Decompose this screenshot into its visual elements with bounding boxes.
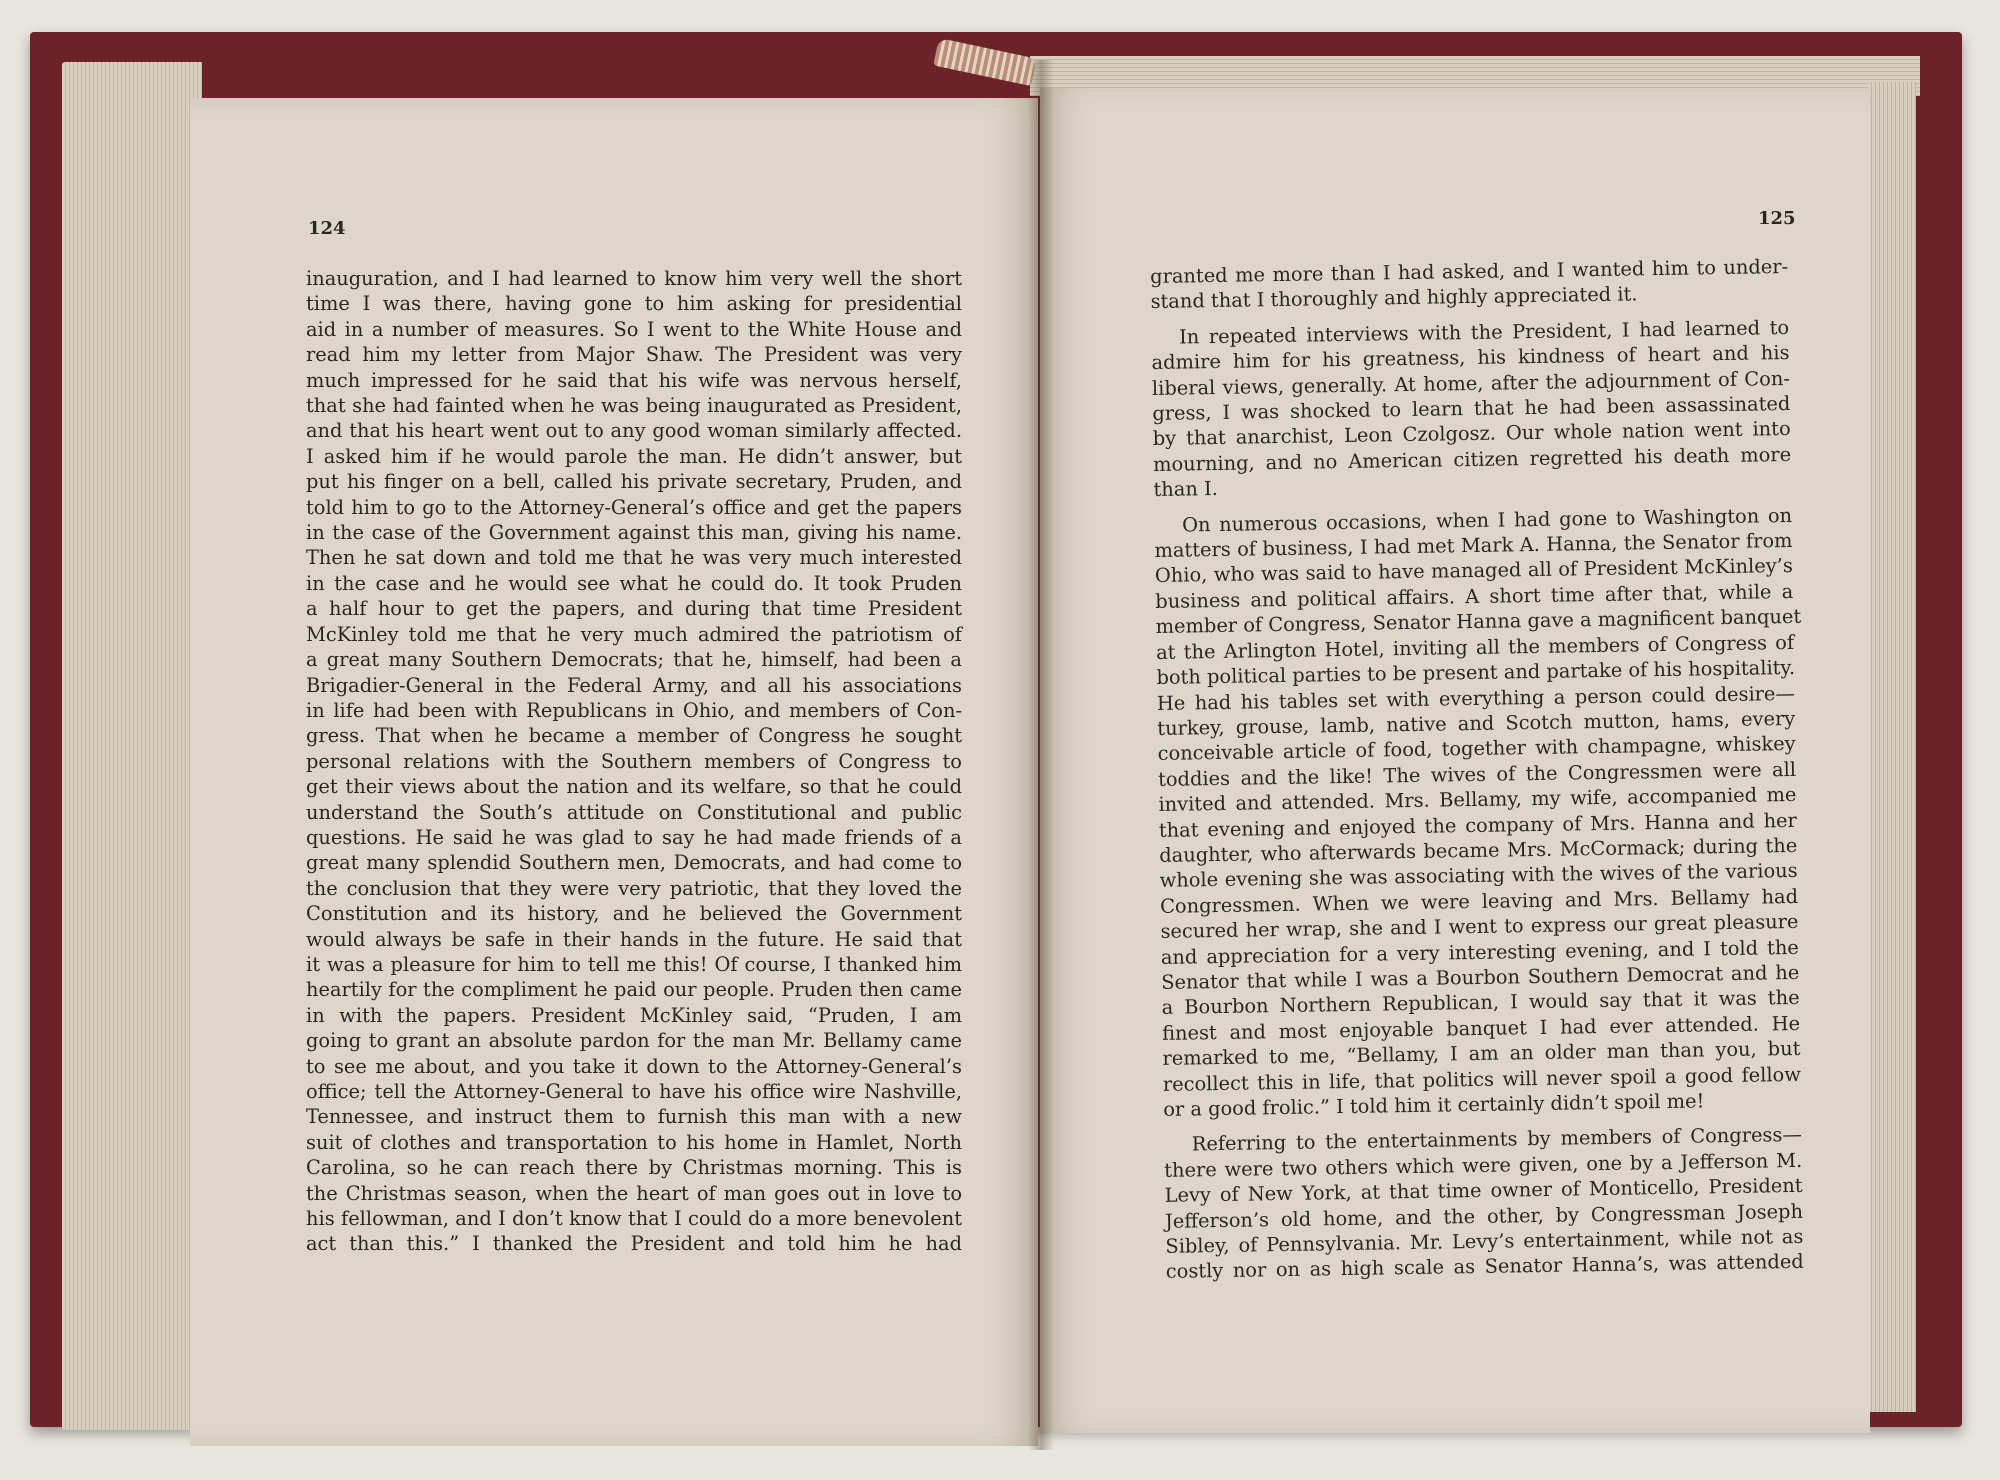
text-line: his fellowman, and I don’t know that I could do a more benevolent <box>306 1207 962 1231</box>
paragraph <box>306 266 962 1257</box>
text-line: suit of clothes and transportation to his home in Hamlet, North <box>306 1130 962 1154</box>
text-line: in life had been with Republicans in Ohio, and members of Con- <box>306 698 962 722</box>
text-line: In repeated interviews with the President, I had learned to <box>1178 315 1790 349</box>
text-line: a Bourbon Northern Republican, I would say that it was the <box>1161 986 1800 1020</box>
text-line: a half hour to get the papers, and during that time President <box>306 597 962 621</box>
text-line: time I was there, having gone to him asking for presidential <box>306 292 962 316</box>
text-line: gress. That when he became a member of Congress he sought <box>306 724 962 748</box>
text-line: the Christmas season, when the heart of man goes out in love to <box>306 1181 962 1205</box>
text-line: Brigadier-General in the Federal Army, and all his associations <box>306 673 962 697</box>
text-line: and appreciation for a very interesting evening, and I told the <box>1160 935 1799 969</box>
text-line: get their views about the nation and its welfare, so that he could <box>306 775 962 799</box>
text-line: there were two others which were given, one by a Jefferson M. <box>1164 1148 1803 1182</box>
text-line: would always be safe in their hands in the future. He said that <box>306 927 962 951</box>
text-line: understand the South’s attitude on Constitutional and public <box>306 800 962 824</box>
text-line: Jefferson’s old home, and the other, by Congressman Joseph <box>1164 1199 1804 1233</box>
text-line: or a good frolic.” I told him it certainly didn’t spoil me! <box>1163 1089 1705 1121</box>
text-line: He had his tables set with everything a person could desire— <box>1156 681 1795 715</box>
paragraph <box>1164 1122 1804 1284</box>
text-line: mourning, and no American citizen regretted his death more <box>1152 442 1792 476</box>
text-line: to see me about, and you take it down to the Attorney-General’s <box>306 1054 962 1078</box>
text-line: costly nor on as high scale as Senator Hanna’s, was attended <box>1165 1250 1804 1284</box>
text-line: a great many Southern Democrats; that he, himself, had been a <box>306 648 962 672</box>
text-line: Sibley, of Pennsylvania. Mr. Levy’s entertainment, while not as <box>1165 1224 1804 1258</box>
text-line: turkey, grouse, lamb, native and Scotch mutton, hams, every <box>1157 706 1796 740</box>
page-number-right: 125 <box>1758 208 1796 229</box>
page-edges-right <box>1868 82 1916 1412</box>
text-line: inauguration, and I had learned to know him very well the short <box>306 267 962 290</box>
text-line: toddies and the like! The wives of the Congressmen were all <box>1157 757 1797 791</box>
text-line: Senator that while I was a Bourbon Southern Democrat and he <box>1161 960 1800 994</box>
text-line: both political parties to be present and partake of his hospitality. <box>1156 656 1796 690</box>
right-page <box>1040 88 1870 1433</box>
text-line: member of Congress, Senator Hanna gave a magnificent banquet <box>1155 605 1802 639</box>
text-line: the conclusion that they were very patriotic, that they loved the <box>306 876 962 900</box>
left-page-text <box>306 266 962 1257</box>
page-number-left: 124 <box>308 218 346 239</box>
text-line: much impressed for he said that his wife was nervous herself, <box>306 368 962 392</box>
page-edges-left <box>62 62 202 1430</box>
text-line: remarked to me, “Bellamy, I am an older man than you, but <box>1162 1037 1801 1071</box>
text-line: liberal views, generally. At home, after the adjournment of Con- <box>1151 366 1791 400</box>
text-line: that she had fainted when he was being inaugurated as President, <box>306 394 962 418</box>
text-line: put his finger on a bell, called his private secretary, Pruden, and <box>306 470 962 494</box>
text-line: going to grant an absolute pardon for the man Mr. Bellamy came <box>306 1029 962 1053</box>
text-line: Referring to the entertainments by members of Congress— <box>1191 1123 1802 1156</box>
text-line: matters of business, I had met Mark A. Hanna, the Senator from <box>1154 529 1793 563</box>
text-line: heartily for the compliment he paid our people. Pruden then came <box>306 978 962 1002</box>
text-line: Congressmen. When we were leaving and Mrs. Bellamy had <box>1159 884 1799 918</box>
text-line: personal relations with the Southern members of Congress to <box>306 749 962 773</box>
text-line: granted me more than I had asked, and I wanted him to under- <box>1150 254 1789 288</box>
text-line: office; tell the Attorney-General to have his office wire Nashville, <box>306 1080 962 1103</box>
left-page <box>190 98 1038 1446</box>
text-line: invited and attended. Mrs. Bellamy, my wife, accompanied me <box>1158 783 1797 817</box>
text-line: whole evening she was associating with the wives of the various <box>1159 859 1798 893</box>
text-line: in the case and he would see what he could do. It took Pruden <box>306 571 962 595</box>
text-line: Then he sat down and told me that he was very much interested <box>306 546 962 570</box>
book-gutter <box>1028 60 1054 1450</box>
text-line: On numerous occasions, when I had gone to Washington on <box>1181 503 1793 537</box>
text-line: in the case of the Government against this man, giving his name. <box>306 521 962 545</box>
paragraph <box>1150 254 1789 315</box>
text-line: conceivable article of food, together with champagne, whiskey <box>1157 732 1796 766</box>
text-line: it was a pleasure for him to tell me this! Of course, I thanked him <box>306 952 962 976</box>
text-line: secured her wrap, she and I went to express our great pleasure <box>1160 910 1799 944</box>
text-line: Carolina, so he can reach there by Christmas morning. This is <box>306 1156 962 1180</box>
text-line: than I. <box>1153 477 1219 502</box>
text-line: and that his heart went out to any good woman similarly affected. <box>306 419 962 443</box>
text-line: daughter, who afterwards became Mrs. McCormack; during the <box>1159 833 1798 867</box>
paragraph <box>1151 315 1792 503</box>
text-line: business and political affairs. A short time after that, while a <box>1155 579 1794 613</box>
text-line: Ohio, who was said to have managed all of President McKinley’s <box>1154 554 1794 588</box>
text-line: gress, I was shocked to learn that he had been assassinated <box>1152 391 1791 426</box>
text-line: I asked him if he would parole the man. He didn’t answer, but <box>306 444 962 468</box>
text-line: at the Arlington Hotel, inviting all the members of Congress of <box>1155 630 1795 664</box>
text-line: aid in a number of measures. So I went to the White House and <box>306 317 962 341</box>
text-line: read him my letter from Major Shaw. The President was very <box>306 343 962 367</box>
text-line: act than this.” I thanked the President and told him he had <box>306 1232 962 1256</box>
text-line: questions. He said he was glad to say he had made friends of a <box>306 825 962 849</box>
text-line: that evening and enjoyed the company of Mrs. Hanna and her <box>1158 808 1797 842</box>
text-line: recollect this in life, that politics will never spoil a good fellow <box>1162 1062 1801 1096</box>
text-line: stand that I thoroughly and highly appreciated it. <box>1150 282 1638 314</box>
text-line: finest and most enjoyable banquet I had ever attended. He <box>1161 1011 1801 1045</box>
right-page-text <box>1150 254 1804 1285</box>
text-line: McKinley told me that he very much admired the patriotism of <box>306 622 962 646</box>
text-line: Levy of New York, at that time owner of Monticello, President <box>1164 1174 1803 1208</box>
text-line: by that anarchist, Leon Czolgosz. Our whole nation went into <box>1152 417 1791 451</box>
paragraph <box>1154 503 1801 1123</box>
text-line: admire him for his greatness, his kindness of heart and his <box>1151 341 1790 375</box>
text-line: in with the papers. President McKinley said, “Pruden, I am <box>306 1003 962 1027</box>
text-line: told him to go to the Attorney-General’s office and get the papers <box>306 495 962 519</box>
text-line: great many splendid Southern men, Democrats, and had come to <box>306 851 962 875</box>
text-line: Tennessee, and instruct them to furnish this man with a new <box>306 1105 962 1129</box>
text-line: Constitution and its history, and he believed the Government <box>306 902 962 926</box>
